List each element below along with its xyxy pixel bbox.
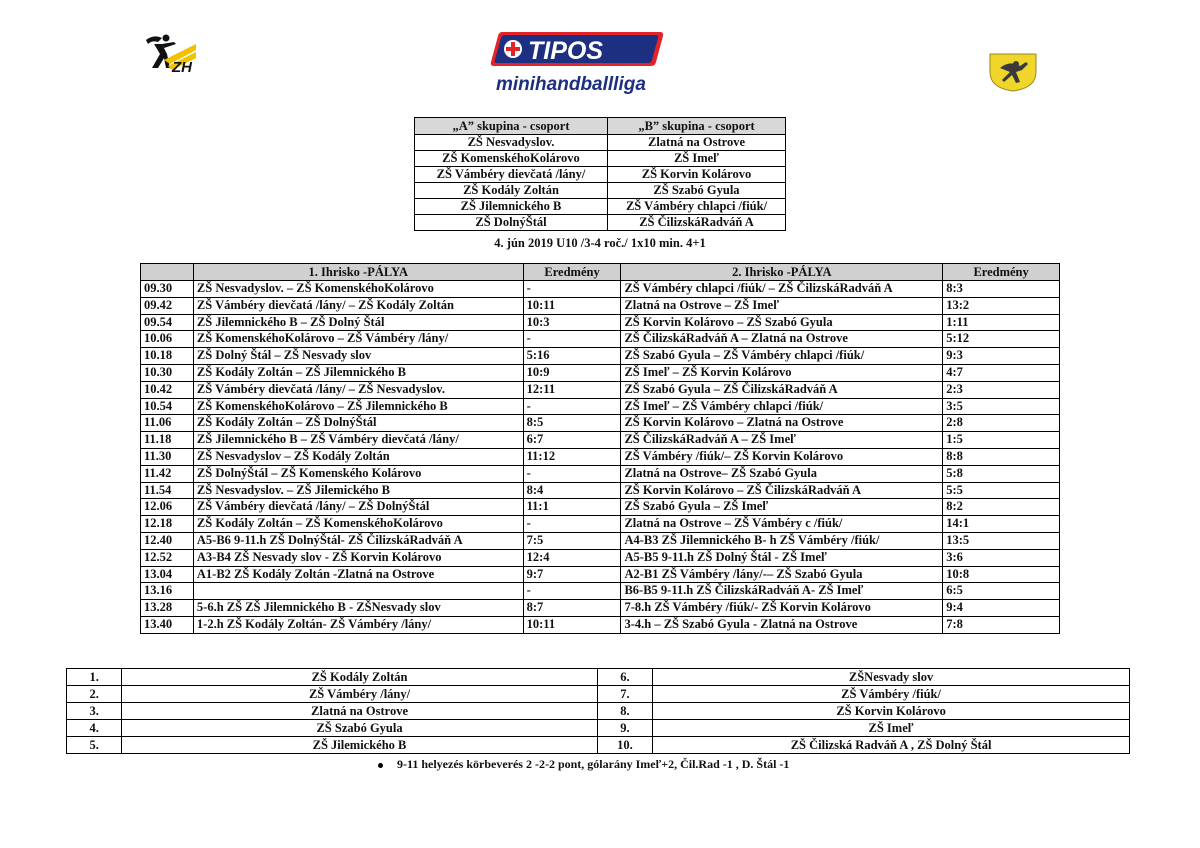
group-row	[415, 215, 786, 231]
placement-team: ZŠ Kodály Zoltán	[122, 669, 597, 686]
court1-match: 5-6.h ZŠ ZŠ Jilemnického B - ZŠNesvady slov	[193, 600, 523, 617]
court1-match: ZŠ Nesvadyslov – ZŠ Kodály Zoltán	[193, 448, 523, 465]
court1-match: ZŠ Kodály Zoltán – ZŠ DolnýŠtál	[193, 415, 523, 432]
court2-match: ZŠ Szabó Gyula – ZŠ ČilizskáRadváň A	[621, 381, 943, 398]
schedule-row	[141, 331, 1060, 348]
court2-match: A4-B3 ZŠ Jilemnického B- h ZŠ Vámbéry /fiúk/	[621, 532, 943, 549]
court1-result: 10:3	[523, 314, 621, 331]
match-time: 10.42	[141, 381, 194, 398]
court2-result: 8:2	[943, 499, 1060, 516]
court1-match: ZŠ Kodály Zoltán – ZŠ KomenskéhoKolárovo	[193, 516, 523, 533]
schedule-header-row	[141, 264, 1060, 281]
court1-result: 12:4	[523, 549, 621, 566]
court1-match: ZŠ Vámbéry dievčatá /lány/ – ZŠ DolnýŠtál	[193, 499, 523, 516]
court2-result: 5:8	[943, 465, 1060, 482]
match-time: 11.06	[141, 415, 194, 432]
match-time: 09.42	[141, 297, 194, 314]
match-time: 11.30	[141, 448, 194, 465]
group-b-team: ZŠ Imeľ	[608, 151, 786, 167]
placement-team: Zlatná na Ostrove	[122, 703, 597, 720]
court1-result: -	[523, 281, 621, 298]
tournament-subtitle: 4. jún 2019 U10 /3-4 roč./ 1x10 min. 4+1	[494, 236, 706, 250]
standings-row	[67, 669, 1130, 686]
court1-match: ZŠ Nesvadyslov. – ZŠ KomenskéhoKolárovo	[193, 281, 523, 298]
court2-result: 7:8	[943, 616, 1060, 633]
court2-result: 5:12	[943, 331, 1060, 348]
court2-result: 10:8	[943, 566, 1060, 583]
placement-team: ZŠ Imeľ	[653, 720, 1130, 737]
court1-match: ZŠ DolnýŠtál – ZŠ Komenského Kolárovo	[193, 465, 523, 482]
schedule-row	[141, 549, 1060, 566]
footnote-text: 9-11 helyezés körbeverés 2 -2-2 pont, gólarány Imeľ+2, Čil.Rad -1 , D. Štál -1	[397, 757, 790, 771]
schedule-row	[141, 566, 1060, 583]
court2-match: ZŠ ČilizskáRadváň A – ZŠ Imeľ	[621, 432, 943, 449]
court1-match: ZŠ Vámbéry dievčatá /lány/ – ZŠ Kodály Zoltán	[193, 297, 523, 314]
szh-logo	[140, 32, 200, 74]
schedule-row	[141, 499, 1060, 516]
match-time: 13.28	[141, 600, 194, 617]
group-a-team: ZŠ Vámbéry dievčatá /lány/	[415, 167, 608, 183]
court2-match: ZŠ Korvin Kolárovo – ZŠ Szabó Gyula	[621, 314, 943, 331]
match-time: 11.42	[141, 465, 194, 482]
court1-result: 8:7	[523, 600, 621, 617]
court1-result: 6:7	[523, 432, 621, 449]
court2-match: ZŠ Vámbéry chlapci /fiúk/ – ZŠ ČilizskáRadváň A	[621, 281, 943, 298]
court1-match: ZŠ Jilemnického B – ZŠ Vámbéry dievčatá /lány/	[193, 432, 523, 449]
schedule-row	[141, 297, 1060, 314]
court2-result: 1:11	[943, 314, 1060, 331]
placement-rank: 2.	[67, 686, 122, 703]
placement-rank: 8.	[597, 703, 652, 720]
court1-result: 7:5	[523, 532, 621, 549]
court2-result: 8:8	[943, 448, 1060, 465]
court2-match: ZŠ Szabó Gyula – ZŠ Vámbéry chlapci /fiúk/	[621, 348, 943, 365]
match-time: 12.40	[141, 532, 194, 549]
group-b-header: „B” skupina - csoport	[608, 118, 786, 135]
match-time: 11.18	[141, 432, 194, 449]
match-time: 13.40	[141, 616, 194, 633]
court2-match: ZŠ Vámbéry /fiúk/– ZŠ Korvin Kolárovo	[621, 448, 943, 465]
court1-match: ZŠ KomenskéhoKolárovo – ZŠ Vámbéry /lány/	[193, 331, 523, 348]
groups-table	[414, 117, 786, 231]
standings-row	[67, 686, 1130, 703]
group-b-team: ZŠ Szabó Gyula	[608, 183, 786, 199]
court1-result: -	[523, 516, 621, 533]
court1-match	[193, 583, 523, 600]
court2-match: 3-4.h – ZŠ Szabó Gyula - Zlatná na Ostrove	[621, 616, 943, 633]
group-b-team: ZŠ ČilizskáRadváň A	[608, 215, 786, 231]
court2-result: 9:4	[943, 600, 1060, 617]
schedule-row	[141, 465, 1060, 482]
group-a-team: ZŠ Nesvadyslov.	[415, 135, 608, 151]
schedule-row	[141, 364, 1060, 381]
court1-match: ZŠ KomenskéhoKolárovo – ZŠ Jilemnického B	[193, 398, 523, 415]
handball-federation-emblem	[986, 50, 1040, 92]
court2-result: 2:3	[943, 381, 1060, 398]
standings-row	[67, 720, 1130, 737]
court2-match: Zlatná na Ostrove – ZŠ Vámbéry c /fiúk/	[621, 516, 943, 533]
match-time: 10.54	[141, 398, 194, 415]
placement-rank: 4.	[67, 720, 122, 737]
court2-match: ZŠ Korvin Kolárovo – Zlatná na Ostrove	[621, 415, 943, 432]
court1-result: -	[523, 465, 621, 482]
court2-result: 4:7	[943, 364, 1060, 381]
court2-result: 6:5	[943, 583, 1060, 600]
court2-match: B6-B5 9-11.h ZŠ ČilizskáRadváň A- ZŠ Imeľ	[621, 583, 943, 600]
court2-result: 3:6	[943, 549, 1060, 566]
tipos-minihandball-logo	[488, 28, 666, 98]
footnote	[378, 757, 789, 772]
court1-result: 10:9	[523, 364, 621, 381]
court2-match: 7-8.h ZŠ Vámbéry /fiúk/- ZŠ Korvin Kolárovo	[621, 600, 943, 617]
group-row	[415, 183, 786, 199]
svg-text:TIPOS: TIPOS	[528, 37, 604, 65]
schedule-row	[141, 532, 1060, 549]
match-time: 12.18	[141, 516, 194, 533]
schedule-row	[141, 415, 1060, 432]
placement-team: ZŠ Čilizská Radváň A , ZŠ Dolný Štál	[653, 737, 1130, 754]
placement-rank: 6.	[597, 669, 652, 686]
placement-team: ZŠ Szabó Gyula	[122, 720, 597, 737]
court2-result: 14:1	[943, 516, 1060, 533]
group-a-team: ZŠ Kodály Zoltán	[415, 183, 608, 199]
court2-match: Zlatná na Ostrove– ZŠ Szabó Gyula	[621, 465, 943, 482]
court2-result: 1:5	[943, 432, 1060, 449]
court1-result: 10:11	[523, 616, 621, 633]
match-time: 11.54	[141, 482, 194, 499]
court2-match: ZŠ Korvin Kolárovo – ZŠ ČilizskáRadváň A	[621, 482, 943, 499]
schedule-row	[141, 600, 1060, 617]
court2-result: 8:3	[943, 281, 1060, 298]
group-a-team: ZŠ Jilemnického B	[415, 199, 608, 215]
bullet-icon	[378, 763, 383, 768]
court1-match: ZŠ Nesvadyslov. – ZŠ Jilemického B	[193, 482, 523, 499]
court1-match: ZŠ Jilemnického B – ZŠ Dolný Štál	[193, 314, 523, 331]
standings-row	[67, 703, 1130, 720]
schedule-row	[141, 482, 1060, 499]
group-a-header: „A” skupina - csoport	[415, 118, 608, 135]
match-time: 09.30	[141, 281, 194, 298]
match-time: 09.54	[141, 314, 194, 331]
court1-header: 1. Ihrisko -PÁLYA	[193, 264, 523, 281]
placement-team: ZŠ Vámbéry /fiúk/	[653, 686, 1130, 703]
court1-result: 10:11	[523, 297, 621, 314]
match-time: 13.04	[141, 566, 194, 583]
placement-team: ZŠ Jilemického B	[122, 737, 597, 754]
match-time: 10.30	[141, 364, 194, 381]
schedule-row	[141, 314, 1060, 331]
final-standings-table	[66, 668, 1130, 754]
group-a-team: ZŠ DolnýŠtál	[415, 215, 608, 231]
court1-result: 9:7	[523, 566, 621, 583]
court2-match: Zlatná na Ostrove – ZŠ Imeľ	[621, 297, 943, 314]
group-row	[415, 151, 786, 167]
schedule-row	[141, 281, 1060, 298]
court1-result: -	[523, 583, 621, 600]
placement-rank: 3.	[67, 703, 122, 720]
schedule-row	[141, 448, 1060, 465]
group-row	[415, 167, 786, 183]
court2-match: ZŠ Szabó Gyula – ZŠ Imeľ	[621, 499, 943, 516]
group-b-team: ZŠ Vámbéry chlapci /fiúk/	[608, 199, 786, 215]
match-time: 10.06	[141, 331, 194, 348]
group-a-team: ZŠ KomenskéhoKolárovo	[415, 151, 608, 167]
placement-team: ZŠNesvady slov	[653, 669, 1130, 686]
schedule-row	[141, 398, 1060, 415]
group-b-team: ZŠ Korvin Kolárovo	[608, 167, 786, 183]
schedule-row	[141, 432, 1060, 449]
court1-match: ZŠ Vámbéry dievčatá /lány/ – ZŠ Nesvadyslov.	[193, 381, 523, 398]
court2-match: ZŠ Imeľ – ZŠ Vámbéry chlapci /fiúk/	[621, 398, 943, 415]
placement-rank: 7.	[597, 686, 652, 703]
court1-result: -	[523, 331, 621, 348]
court1-result: 8:4	[523, 482, 621, 499]
time-header	[141, 264, 194, 281]
placement-team: ZŠ Korvin Kolárovo	[653, 703, 1130, 720]
court2-result: 13:5	[943, 532, 1060, 549]
court1-match: ZŠ Kodály Zoltán – ZŠ Jilemnického B	[193, 364, 523, 381]
court1-match: A3-B4 ZŠ Nesvady slov - ZŠ Korvin Kolárovo	[193, 549, 523, 566]
schedule-row	[141, 616, 1060, 633]
court2-result: 5:5	[943, 482, 1060, 499]
court1-match: ZŠ Dolný Štál – ZŠ Nesvady slov	[193, 348, 523, 365]
court2-result: 2:8	[943, 415, 1060, 432]
court1-result: 12:11	[523, 381, 621, 398]
schedule-row	[141, 348, 1060, 365]
placement-team: ZŠ Vámbéry /lány/	[122, 686, 597, 703]
court2-header: 2. Ihrisko -PÁLYA	[621, 264, 943, 281]
schedule-row	[141, 583, 1060, 600]
placement-rank: 1.	[67, 669, 122, 686]
schedule-table	[140, 263, 1060, 634]
court2-result: 9:3	[943, 348, 1060, 365]
court2-match: ZŠ Imeľ – ZŠ Korvin Kolárovo	[621, 364, 943, 381]
court1-result: 11:12	[523, 448, 621, 465]
court1-match: A1-B2 ZŠ Kodály Zoltán -Zlatná na Ostrove	[193, 566, 523, 583]
placement-rank: 9.	[597, 720, 652, 737]
placement-rank: 5.	[67, 737, 122, 754]
court2-match: A5-B5 9-11.h ZŠ Dolný Štál - ZŠ Imeľ	[621, 549, 943, 566]
court2-match: ZŠ ČilizskáRadváň A – Zlatná na Ostrove	[621, 331, 943, 348]
placement-rank: 10.	[597, 737, 652, 754]
court1-result: 5:16	[523, 348, 621, 365]
schedule-row	[141, 516, 1060, 533]
court2-match: A2-B1 ZŠ Vámbéry /lány/-– ZŠ Szabó Gyula	[621, 566, 943, 583]
court1-result: 8:5	[523, 415, 621, 432]
court1-result: 11:1	[523, 499, 621, 516]
standings-row	[67, 737, 1130, 754]
group-row	[415, 199, 786, 215]
svg-text:minihandballliga: minihandballliga	[496, 74, 646, 95]
match-time: 12.52	[141, 549, 194, 566]
result2-header: Eredmény	[943, 264, 1060, 281]
match-time: 13.16	[141, 583, 194, 600]
match-time: 12.06	[141, 499, 194, 516]
result1-header: Eredmény	[523, 264, 621, 281]
match-time: 10.18	[141, 348, 194, 365]
schedule-row	[141, 381, 1060, 398]
court1-match: 1-2.h ZŠ Kodály Zoltán- ZŠ Vámbéry /lány/	[193, 616, 523, 633]
court1-result: -	[523, 398, 621, 415]
group-b-team: Zlatná na Ostrove	[608, 135, 786, 151]
handball-player-icon	[140, 32, 200, 74]
court2-result: 3:5	[943, 398, 1060, 415]
court1-match: A5-B6 9-11.h ZŠ DolnýŠtál- ZŠ ČilizskáRadváň A	[193, 532, 523, 549]
court2-result: 13:2	[943, 297, 1060, 314]
group-row	[415, 135, 786, 151]
svg-text:ZH: ZH	[172, 59, 192, 74]
